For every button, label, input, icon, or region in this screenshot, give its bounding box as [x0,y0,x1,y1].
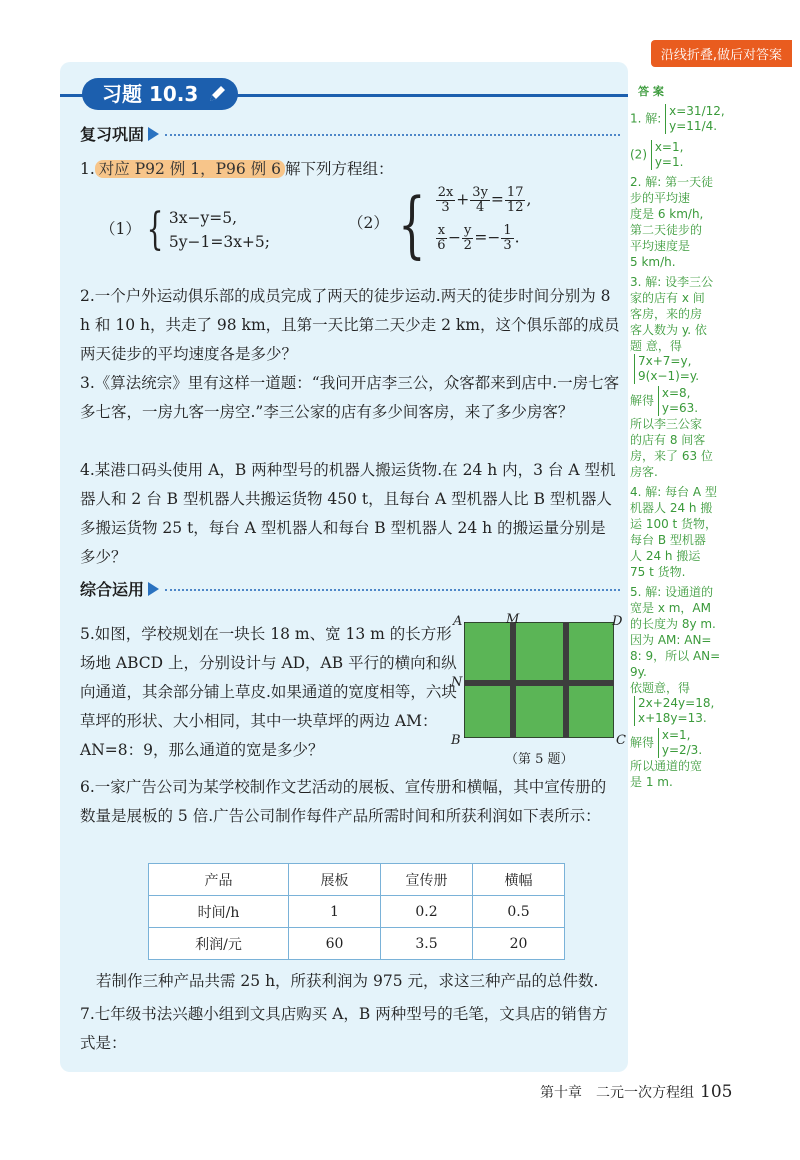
brace-icon: { [398,182,426,266]
answer-2: 2. 解: 第一天徒 步的平均速 度是 6 km/h, 第二天徒步的 平均速度是 5 km/h. [630,175,714,269]
label-d: D [612,614,623,629]
triangle-icon [148,582,159,596]
page-footer [540,1082,732,1102]
fold-hint-badge: 沿线折叠,做后对答案 [651,40,792,67]
dotted-rule [165,589,620,591]
table-row [149,896,565,928]
table-row [149,928,565,960]
section-apply: 综合运用 [80,577,620,600]
table-cell: 60 [289,928,381,960]
figure-caption: （第 5 题） [505,752,574,767]
system-1: （1） { 3x−y=5, 5y−1=3x+5; [100,204,271,255]
question-2: 2.一个户外运动俱乐部的成员完成了两天的徒步运动.两天的徒步时间分别为 8 h 和 10 h，共走了 98 km，且第一天比第二天少走 2 km，这个俱乐部的成员两天徒步的平均速度各是多少？ [80,287,620,363]
question-1: 1. 对应 P92 例 1，P96 例 6 解下列方程组： [80,160,394,178]
table-cell: 0.2 [381,896,473,928]
label-n: N [451,675,463,690]
question-6: 6.一家广告公司为某学校制作文艺活动的展板、宣传册和横幅，其中宣传册的数量是展板的 5 倍.广告公司制作每件产品所需时间和所获利润如下表所示： [80,778,607,825]
label-m: M [506,612,520,627]
table-cell: 横幅 [473,864,565,896]
answer-1-1: 1. 解: x=31/12, y=11/4. [630,104,725,133]
section-review: 复习巩固 [80,122,620,145]
label-a: A [453,614,463,629]
question-5: 5.如图，学校规划在一块长 18 m、宽 13 m 的长方形场地 ABCD 上，分别设计与 AD，AB 平行的横向和纵向通道，其余部分铺上草皮.如果通道的宽度相等，六块草坪的形状、大小相同，其中一块草坪的两边 AM：AN=8：9，那么通道的宽是多少？ [80,625,457,759]
table-cell: 20 [473,928,565,960]
answer-column [630,84,780,790]
brace-icon: { [146,204,164,255]
table-cell: 3.5 [381,928,473,960]
answer-3: 3. 解: 设李三公 家的店有 x 间 客房，来的房 客人数为 y. 依 题 意，得 7x+7=y, 9(x−1)=y. 解得 x=8, y=63. 所以李三公家 的店有 8 间客 房，来了 63 位 房客. [630,275,714,479]
system-2: （2） { $\frac{2x}{3}$ + $\frac{3y}{4}$ = $\frac{17}{12}$ , $\frac{x}{6}$ − $\frac{y}{2}$ =− $\frac{1}{3}$ . [348,182,532,266]
table-header-row [149,864,565,896]
chapter-title: 第十章 二元一次方程组 [540,1085,694,1101]
label-c: C [616,733,626,748]
answer-1-2: (2) x=1, y=1. [630,140,684,169]
table-cell: 宣传册 [381,864,473,896]
triangle-icon [148,127,159,141]
exercise-header [60,78,628,112]
answer-5: 5. 解: 设通道的 宽是 x m，AM 的长度为 8y m. 因为 AM: AN= 8: 9，所以 AN= 9y. 依题意，得 2x+24y=18, x+18y=13. 解得 x=1, y=2/3. 所以通道的宽 是 1 m. [630,585,721,789]
question-4: 4.某港口码头使用 A，B 两种型号的机器人搬运货物.在 24 h 内，3 台 A 型机器人和 2 台 B 型机器人共搬运货物 450 t，且每台 A 型机器人比 B 型机器人多搬运货物 25 t，每台 A 型机器人和每台 B 型机器人 24 h 的搬运量分别是多少？ [80,461,616,566]
page-number: 105 [700,1082,733,1102]
label-b: B [451,733,461,748]
table-cell: 1 [289,896,381,928]
table-cell: 时间/h [149,896,289,928]
answer-4: 4. 解: 每台 A 型 机器人 24 h 搬 运 100 t 货物， 每台 B 型机器 人 24 h 搬运 75 t 货物. [630,485,718,579]
horizontal-path [464,680,614,686]
question-3: 3.《算法统宗》里有这样一道题：“我问开店李三公，众客都来到店中.一房七客多七客，一房九客一房空.”李三公家的店有多少间客房，来了多少房客？ [80,374,620,421]
reference-tag: 对应 P92 例 1，P96 例 6 [95,160,285,178]
table-cell: 0.5 [473,896,565,928]
pencil-icon [206,83,228,105]
table-cell: 产品 [149,864,289,896]
table-cell: 展板 [289,864,381,896]
table-cell: 利润/元 [149,928,289,960]
question-6-task: 若制作三种产品共需 25 h，所获利润为 975 元，求这三种产品的总件数. [96,972,599,990]
field-figure [464,622,614,738]
exercise-title: 习题 10.3 [82,78,238,110]
product-table [148,863,565,960]
question-7: 7.七年级书法兴趣小组到文具店购买 A，B 两种型号的毛笔，文具店的销售方式是： [80,1005,608,1052]
dotted-rule [165,134,620,136]
answer-title: 答 案 [638,85,664,98]
